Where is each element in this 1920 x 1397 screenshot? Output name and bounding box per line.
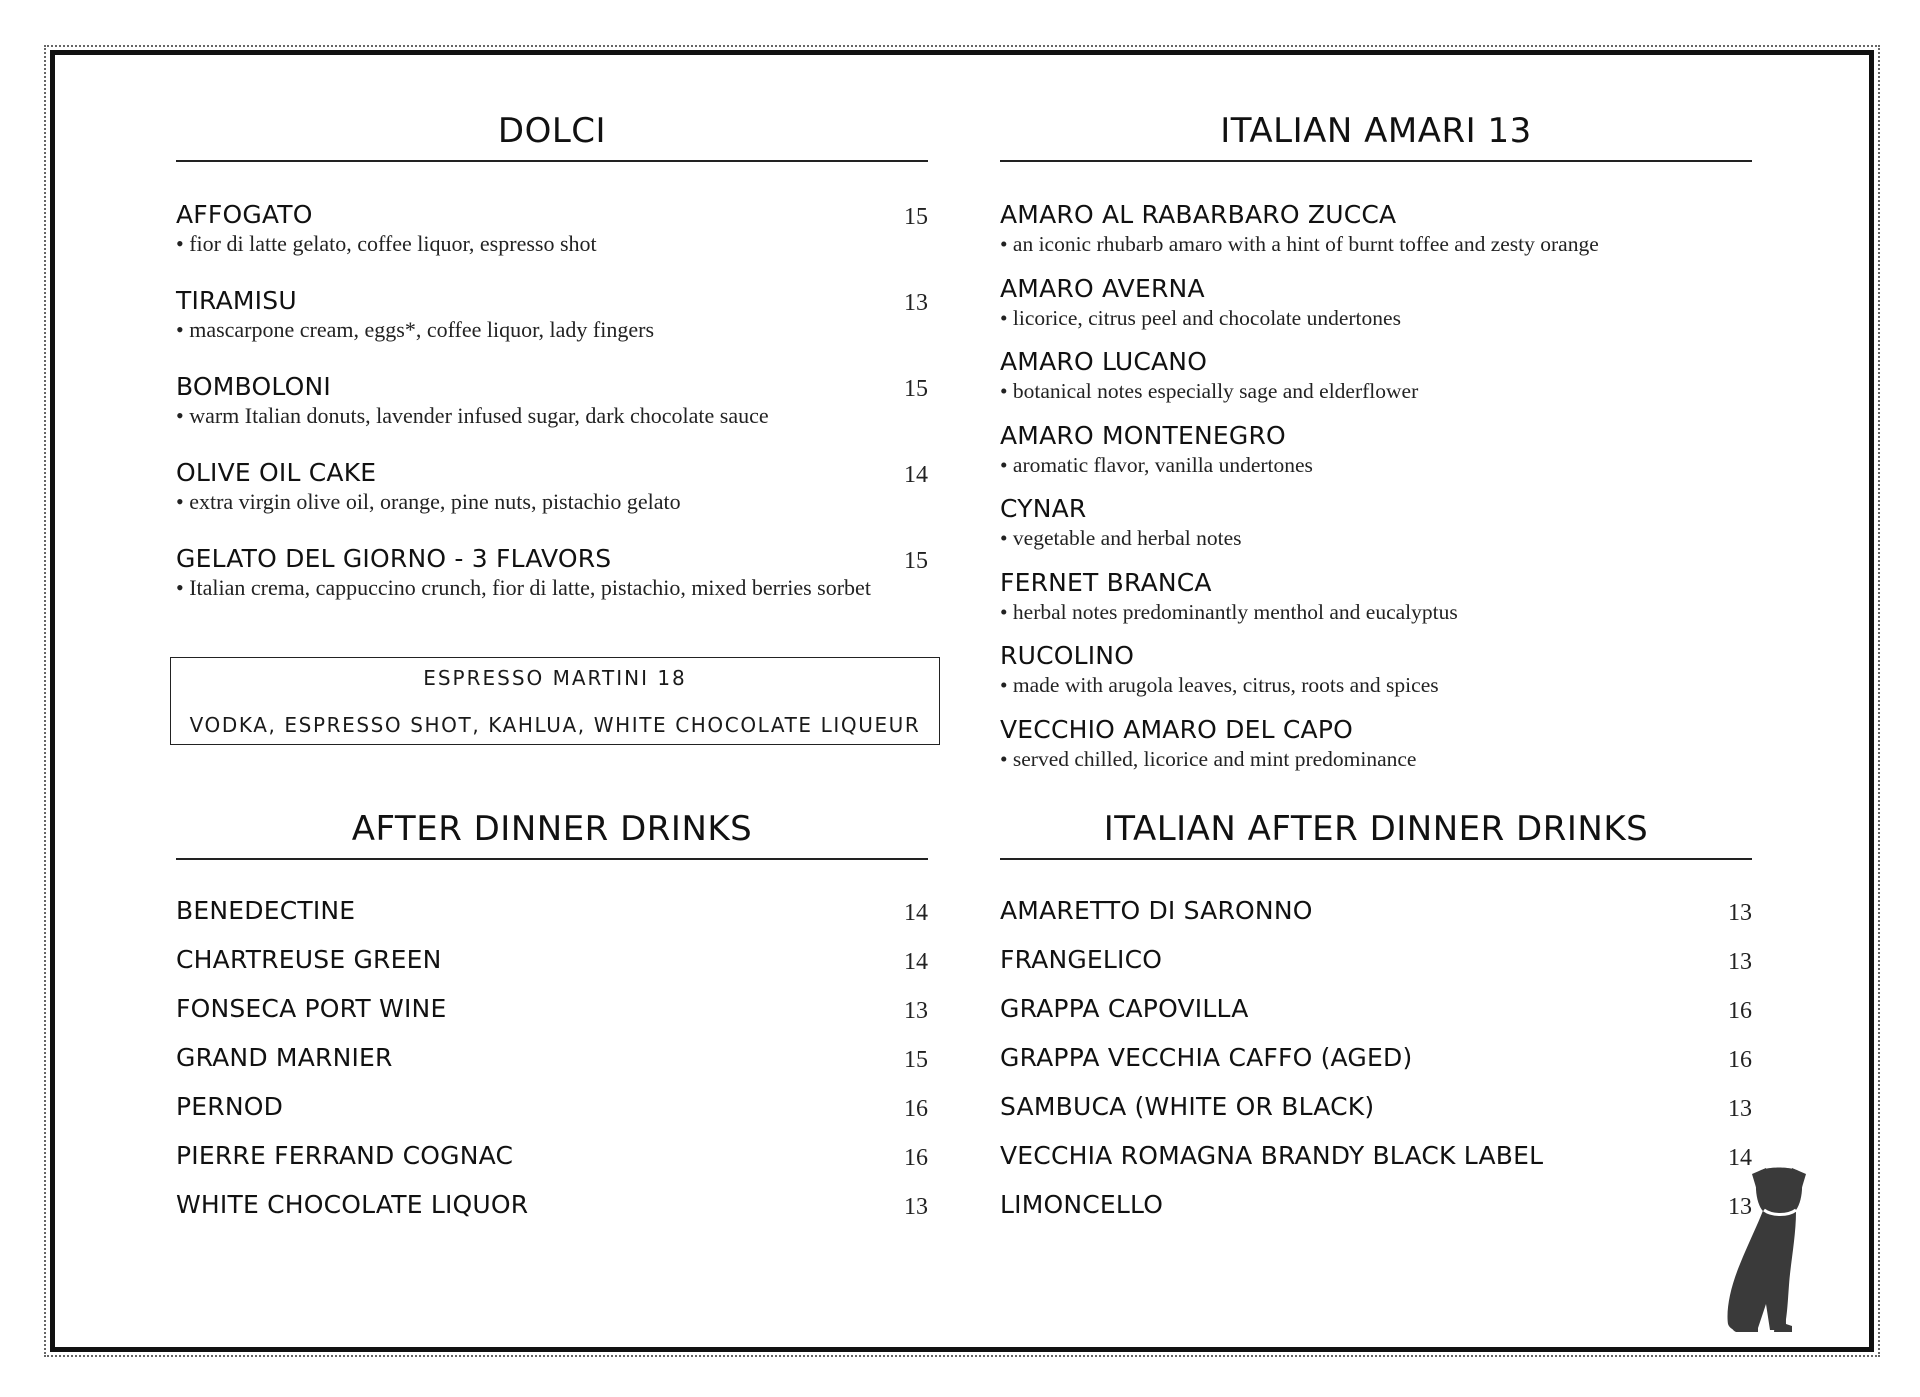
item-name: BOMBOLONI — [176, 372, 331, 401]
amari-item — [1000, 494, 1752, 568]
item-name: AMARO LUCANO — [1000, 347, 1208, 376]
item-name: AMARETTO DI SARONNO — [1000, 896, 1313, 925]
item-price: 14 — [1728, 1145, 1752, 1171]
drink-item — [1000, 1043, 1752, 1092]
dolci-item-olive-oil-cake — [176, 458, 928, 544]
item-description: • Italian crema, cappuccino crunch, fior di latte, pistachio, mixed berries sorbet — [176, 575, 871, 600]
item-description: • herbal notes predominantly menthol and eucalyptus — [1000, 599, 1458, 624]
drink-item — [1000, 896, 1752, 945]
item-name: SAMBUCA (WHITE OR BLACK) — [1000, 1092, 1375, 1121]
drink-item — [176, 1043, 928, 1092]
item-description: • vegetable and herbal notes — [1000, 526, 1242, 550]
after-dinner-list — [176, 896, 928, 1239]
drink-item — [176, 1190, 928, 1239]
item-name: BENEDECTINE — [176, 896, 356, 925]
item-price: 16 — [904, 1145, 928, 1171]
item-name: AFFOGATO — [176, 200, 313, 229]
item-description: • warm Italian donuts, lavender infused sugar, dark chocolate sauce — [176, 403, 769, 428]
item-name: RUCOLINO — [1000, 641, 1135, 670]
drink-item — [1000, 1092, 1752, 1141]
martini-description: VODKA, ESPRESSO SHOT, KAHLUA, WHITE CHOCOLATE LIQUEUR — [189, 713, 921, 737]
item-description: • made with arugola leaves, citrus, roots and spices — [1000, 673, 1439, 697]
amari-section — [1000, 108, 1752, 788]
item-name: GRAPPA VECCHIA CAFFO (AGED) — [1000, 1043, 1413, 1072]
italian-after-dinner-list — [1000, 896, 1752, 1239]
amari-item — [1000, 421, 1752, 495]
item-price: 14 — [904, 900, 928, 926]
drink-item — [1000, 994, 1752, 1043]
item-price: 15 — [904, 376, 928, 402]
item-name: GRAPPA CAPOVILLA — [1000, 994, 1249, 1023]
item-name: TIRAMISU — [176, 286, 297, 315]
item-name: GELATO DEL GIORNO - 3 FLAVORS — [176, 544, 612, 573]
item-name: LIMONCELLO — [1000, 1190, 1164, 1219]
item-name: CHARTREUSE GREEN — [176, 945, 442, 974]
item-price: 14 — [904, 949, 928, 975]
item-name: VECCHIO AMARO DEL CAPO — [1000, 714, 1354, 744]
dolci-list — [176, 200, 928, 630]
dolci-item-tiramisu — [176, 286, 928, 372]
after-dinner-section — [176, 806, 928, 1239]
italian-after-dinner-section — [1000, 806, 1752, 1239]
item-name: VECCHIA ROMAGNA BRANDY BLACK LABEL — [1000, 1141, 1544, 1170]
item-description: • licorice, citrus peel and chocolate undertones — [1000, 305, 1401, 330]
item-price: 13 — [1728, 1194, 1752, 1220]
item-description: • served chilled, licorice and mint predominance — [1000, 746, 1417, 771]
item-price: 15 — [904, 1047, 928, 1073]
item-description: • mascarpone cream, eggs*, coffee liquor, lady fingers — [176, 317, 655, 342]
item-name: AMARO MONTENEGRO — [1000, 420, 1286, 450]
drink-item — [176, 945, 928, 994]
item-price: 13 — [904, 290, 928, 316]
item-price: 13 — [904, 998, 928, 1024]
item-price: 13 — [1728, 1096, 1752, 1122]
item-price: 15 — [904, 204, 928, 230]
dog-silhouette-icon — [1718, 1164, 1818, 1334]
drink-item — [1000, 1141, 1752, 1190]
item-price: 16 — [1728, 998, 1752, 1024]
item-description: • an iconic rhubarb amaro with a hint of burnt toffee and zesty orange — [1000, 232, 1599, 256]
dolci-item-gelato — [176, 544, 928, 630]
item-name: OLIVE OIL CAKE — [176, 458, 377, 487]
dolci-title: DOLCI — [176, 108, 928, 162]
item-name: AMARO AL RABARBARO ZUCCA — [1000, 200, 1397, 229]
item-price: 14 — [904, 462, 928, 488]
item-description: • aromatic flavor, vanilla undertones — [1000, 452, 1313, 477]
item-description: • fior di latte gelato, coffee liquor, espresso shot — [176, 231, 597, 256]
drink-item — [176, 1141, 928, 1190]
item-name: WHITE CHOCOLATE LIQUOR — [176, 1190, 529, 1219]
item-price: 15 — [904, 548, 928, 574]
item-name: CYNAR — [1000, 494, 1087, 523]
drink-item — [176, 1092, 928, 1141]
after-dinner-title: AFTER DINNER DRINKS — [176, 806, 928, 860]
item-name: PIERRE FERRAND COGNAC — [176, 1141, 514, 1170]
item-name: GRAND MARNIER — [176, 1043, 393, 1072]
amari-item — [1000, 200, 1752, 274]
item-price: 13 — [1728, 949, 1752, 975]
item-description: • botanical notes especially sage and elderflower — [1000, 379, 1419, 403]
italian-after-dinner-title: ITALIAN AFTER DINNER DRINKS — [1000, 806, 1752, 860]
drink-item — [1000, 945, 1752, 994]
amari-item — [1000, 568, 1752, 642]
item-name: FONSECA PORT WINE — [176, 994, 447, 1023]
dolci-section — [176, 108, 928, 630]
amari-title: ITALIAN AMARI 13 — [1000, 108, 1752, 162]
drink-item — [176, 994, 928, 1043]
item-price: 16 — [1728, 1047, 1752, 1073]
drink-item — [176, 896, 928, 945]
amari-item — [1000, 641, 1752, 715]
amari-item — [1000, 347, 1752, 421]
martini-title: ESPRESSO MARTINI 18 — [423, 666, 687, 690]
item-price: 13 — [1728, 900, 1752, 926]
item-name: AMARO AVERNA — [1000, 273, 1205, 303]
dolci-item-bomboloni — [176, 372, 928, 458]
drink-item — [1000, 1190, 1752, 1239]
espresso-martini-box — [170, 657, 940, 745]
item-name: FERNET BRANCA — [1000, 567, 1212, 597]
item-price: 16 — [904, 1096, 928, 1122]
item-name: PERNOD — [176, 1092, 284, 1121]
amari-list — [1000, 200, 1752, 788]
item-name: FRANGELICO — [1000, 945, 1163, 974]
dolci-item-affogato — [176, 200, 928, 286]
item-description: • extra virgin olive oil, orange, pine nuts, pistachio gelato — [176, 489, 681, 514]
amari-item — [1000, 715, 1752, 789]
item-price: 13 — [904, 1194, 928, 1220]
amari-item — [1000, 274, 1752, 348]
